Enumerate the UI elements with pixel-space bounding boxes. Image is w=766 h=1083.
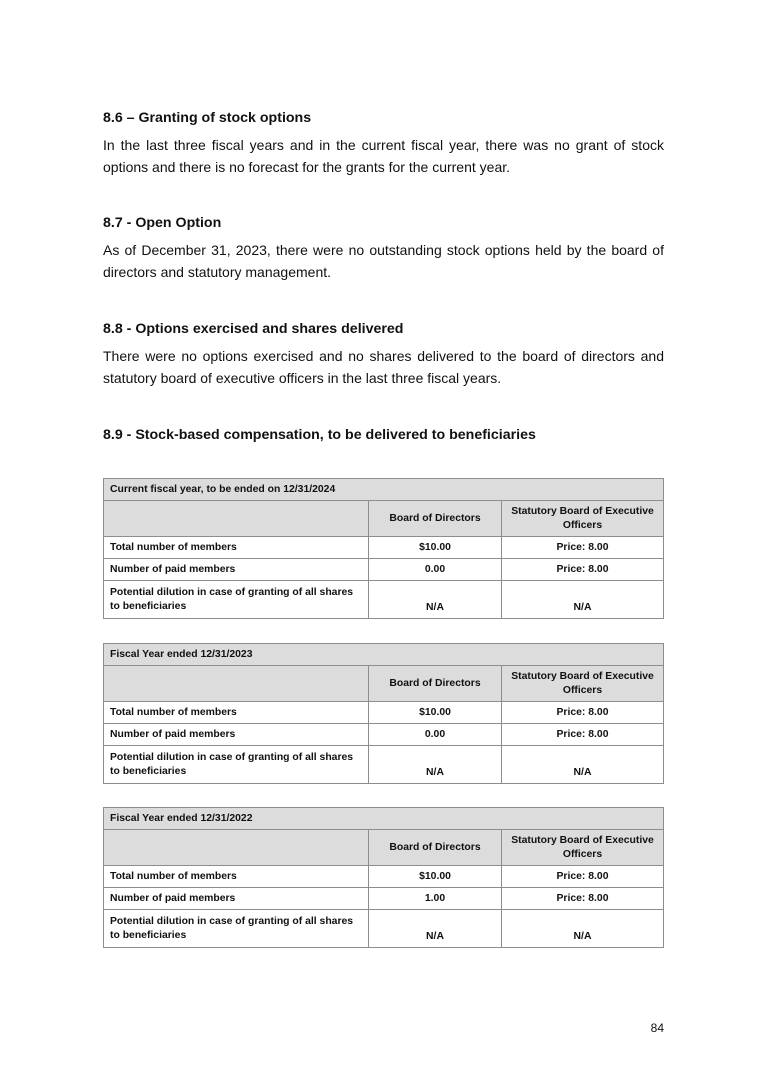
statutory-value: Price: 8.00	[502, 537, 664, 559]
board-value: 0.00	[369, 559, 502, 581]
board-value: $10.00	[369, 702, 502, 724]
statutory-value: Price: 8.00	[502, 702, 664, 724]
row-label: Total number of members	[104, 866, 369, 888]
compensation-table-2022	[103, 807, 664, 948]
table-row	[104, 746, 664, 784]
row-label: Potential dilution in case of granting of all shares to beneficiaries	[104, 910, 369, 948]
table-title: Fiscal Year ended 12/31/2022	[104, 808, 664, 830]
statutory-value: N/A	[502, 581, 664, 619]
header-board: Board of Directors	[369, 830, 502, 866]
board-value: N/A	[369, 581, 502, 619]
row-label: Number of paid members	[104, 888, 369, 910]
table-row	[104, 910, 664, 948]
table-row	[104, 559, 664, 581]
row-label: Number of paid members	[104, 724, 369, 746]
statutory-value: N/A	[502, 746, 664, 784]
section-8-7	[103, 215, 664, 283]
section-heading: 8.9 - Stock-based compensation, to be delivered to beneficiaries	[103, 427, 536, 443]
header-blank	[104, 666, 369, 702]
compensation-table-2024	[103, 478, 664, 619]
row-label: Potential dilution in case of granting of all shares to beneficiaries	[104, 746, 369, 784]
header-blank	[104, 830, 369, 866]
section-body: As of December 31, 2023, there were no outstanding stock options held by the board of directors and statutory management.	[103, 242, 664, 280]
section-heading: 8.6 – Granting of stock options	[103, 110, 312, 126]
header-statutory: Statutory Board of Executive Officers	[502, 830, 664, 866]
board-value: N/A	[369, 910, 502, 948]
header-board: Board of Directors	[369, 501, 502, 537]
section-body: There were no options exercised and no shares delivered to the board of directors and statutory board of executive officers in the last three fiscal years.	[103, 348, 664, 386]
statutory-value: Price: 8.00	[502, 559, 664, 581]
header-statutory: Statutory Board of Executive Officers	[502, 666, 664, 702]
table-row	[104, 866, 664, 888]
header-board: Board of Directors	[369, 666, 502, 702]
table-row	[104, 581, 664, 619]
board-value: $10.00	[369, 866, 502, 888]
statutory-value: Price: 8.00	[502, 724, 664, 746]
section-8-8	[103, 321, 664, 389]
statutory-value: N/A	[502, 910, 664, 948]
row-label: Potential dilution in case of granting of all shares to beneficiaries	[104, 581, 369, 619]
row-label: Total number of members	[104, 537, 369, 559]
section-heading: 8.8 - Options exercised and shares delivered	[103, 321, 404, 337]
board-value: 1.00	[369, 888, 502, 910]
section-8-9	[103, 427, 664, 443]
board-value: N/A	[369, 746, 502, 784]
board-value: $10.00	[369, 537, 502, 559]
table-row	[104, 702, 664, 724]
section-heading: 8.7 - Open Option	[103, 215, 222, 231]
table-row	[104, 888, 664, 910]
page-number: 84	[650, 1021, 664, 1035]
board-value: 0.00	[369, 724, 502, 746]
row-label: Number of paid members	[104, 559, 369, 581]
compensation-table-2023	[103, 643, 664, 784]
statutory-value: Price: 8.00	[502, 888, 664, 910]
table-row	[104, 537, 664, 559]
header-statutory: Statutory Board of Executive Officers	[502, 501, 664, 537]
section-body: In the last three fiscal years and in the current fiscal year, there was no grant of stock options and there is no forecast for the grants for the current year.	[103, 137, 664, 175]
table-row	[104, 724, 664, 746]
statutory-value: Price: 8.00	[502, 866, 664, 888]
table-title: Current fiscal year, to be ended on 12/31/2024	[104, 479, 664, 501]
table-title: Fiscal Year ended 12/31/2023	[104, 644, 664, 666]
header-blank	[104, 501, 369, 537]
row-label: Total number of members	[104, 702, 369, 724]
section-8-6	[103, 110, 664, 178]
